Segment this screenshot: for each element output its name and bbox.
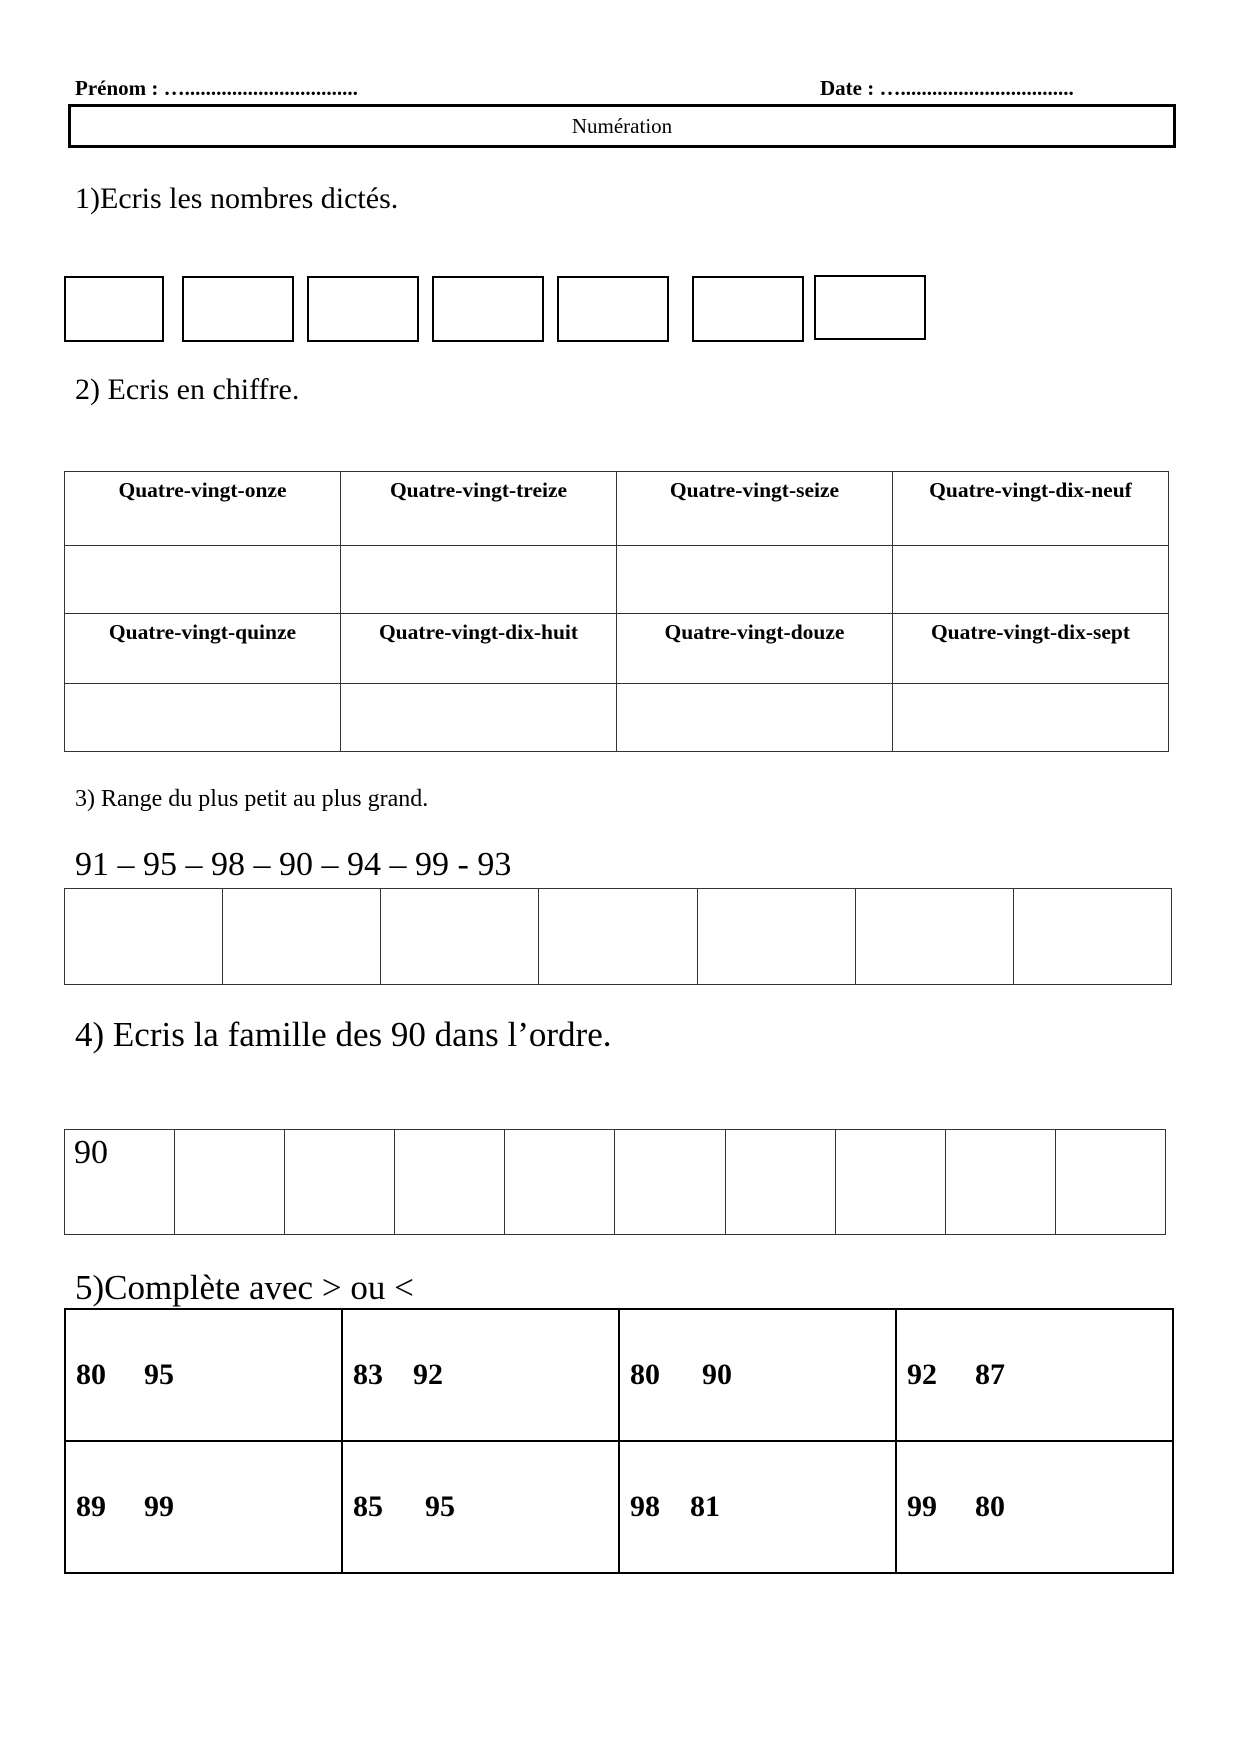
number-words-table [64,471,1169,752]
answer-cell[interactable] [341,546,617,614]
comparison-cell[interactable] [619,1309,896,1441]
family-90-table [64,1129,1166,1235]
comparison-cell[interactable] [342,1441,619,1573]
answer-cell[interactable] [835,1130,945,1235]
answer-cell[interactable] [223,889,381,985]
answer-cell[interactable] [539,889,697,985]
answer-cell[interactable] [697,889,855,985]
first-number: 80 [76,1358,106,1391]
answer-cell[interactable] [725,1130,835,1235]
comparison-cell[interactable] [65,1441,342,1573]
worksheet-title-text: Numération [571,113,673,138]
comparison-cell[interactable] [896,1441,1173,1573]
comparison-cell[interactable] [65,1309,342,1441]
second-number: 92 [413,1358,443,1391]
answer-cell[interactable] [65,889,223,985]
first-number: 89 [76,1490,106,1523]
ordering-table [64,888,1172,985]
answer-box-6[interactable] [692,276,804,342]
answer-cell[interactable] [617,684,893,752]
answer-cell[interactable] [381,889,539,985]
worksheet-title [68,104,1176,148]
number-word-cell: Quatre-vingt-dix-neuf [893,472,1169,546]
answer-box-4[interactable] [432,276,544,342]
table-row [65,889,1172,985]
answer-cell[interactable] [285,1130,395,1235]
answer-cell[interactable] [945,1130,1055,1235]
table-row [65,614,1169,684]
answer-cell[interactable] [615,1130,725,1235]
answer-cell[interactable] [341,684,617,752]
answer-cell[interactable] [893,684,1169,752]
table-row [65,1309,1173,1441]
question-1: 1)Ecris les nombres dictés. [75,182,399,215]
answer-cell[interactable] [855,889,1013,985]
second-number: 80 [975,1490,1005,1523]
table-row [65,1441,1173,1573]
answer-box-2[interactable] [182,276,294,342]
answer-box-7[interactable] [814,275,926,340]
number-sequence: 91 – 95 – 98 – 90 – 94 – 99 - 93 [75,846,512,883]
comparison-table [64,1308,1174,1574]
given-number-cell: 90 [65,1130,175,1235]
answer-cell[interactable] [1013,889,1171,985]
first-number: 99 [907,1490,937,1523]
number-word-cell: Quatre-vingt-seize [617,472,893,546]
first-number: 80 [630,1358,660,1391]
question-5: 5)Complète avec > ou < [75,1268,414,1307]
answer-cell[interactable] [65,546,341,614]
table-row [65,1130,1166,1235]
second-number: 81 [690,1490,720,1523]
question-2: 2) Ecris en chiffre. [75,373,300,406]
comparison-cell[interactable] [896,1309,1173,1441]
number-word-cell: Quatre-vingt-quinze [65,614,341,684]
first-number: 98 [630,1490,660,1523]
second-number: 95 [425,1490,455,1523]
comparison-cell[interactable] [342,1309,619,1441]
second-number: 90 [702,1358,732,1391]
table-row [65,472,1169,546]
answer-cell[interactable] [505,1130,615,1235]
second-number: 87 [975,1358,1005,1391]
first-number: 92 [907,1358,937,1391]
answer-box-3[interactable] [307,276,419,342]
second-number: 99 [144,1490,174,1523]
number-word-cell: Quatre-vingt-onze [65,472,341,546]
question-4: 4) Ecris la famille des 90 dans l’ordre. [75,1015,612,1054]
answer-cell[interactable] [1055,1130,1165,1235]
number-word-cell: Quatre-vingt-douze [617,614,893,684]
table-row [65,546,1169,614]
comparison-cell[interactable] [619,1441,896,1573]
second-number: 95 [144,1358,174,1391]
number-word-cell: Quatre-vingt-treize [341,472,617,546]
answer-cell[interactable] [175,1130,285,1235]
number-word-cell: Quatre-vingt-dix-sept [893,614,1169,684]
answer-cell[interactable] [617,546,893,614]
number-word-cell: Quatre-vingt-dix-huit [341,614,617,684]
first-number: 85 [353,1490,383,1523]
table-row [65,684,1169,752]
question-3: 3) Range du plus petit au plus grand. [75,786,429,812]
answer-box-5[interactable] [557,276,669,342]
answer-cell[interactable] [395,1130,505,1235]
first-number: 83 [353,1358,383,1391]
answer-cell[interactable] [65,684,341,752]
answer-box-1[interactable] [64,276,164,342]
answer-cell[interactable] [893,546,1169,614]
prenom-field[interactable]: Prénom : …................................. [75,76,358,100]
date-field[interactable]: Date : …................................. [820,76,1074,100]
